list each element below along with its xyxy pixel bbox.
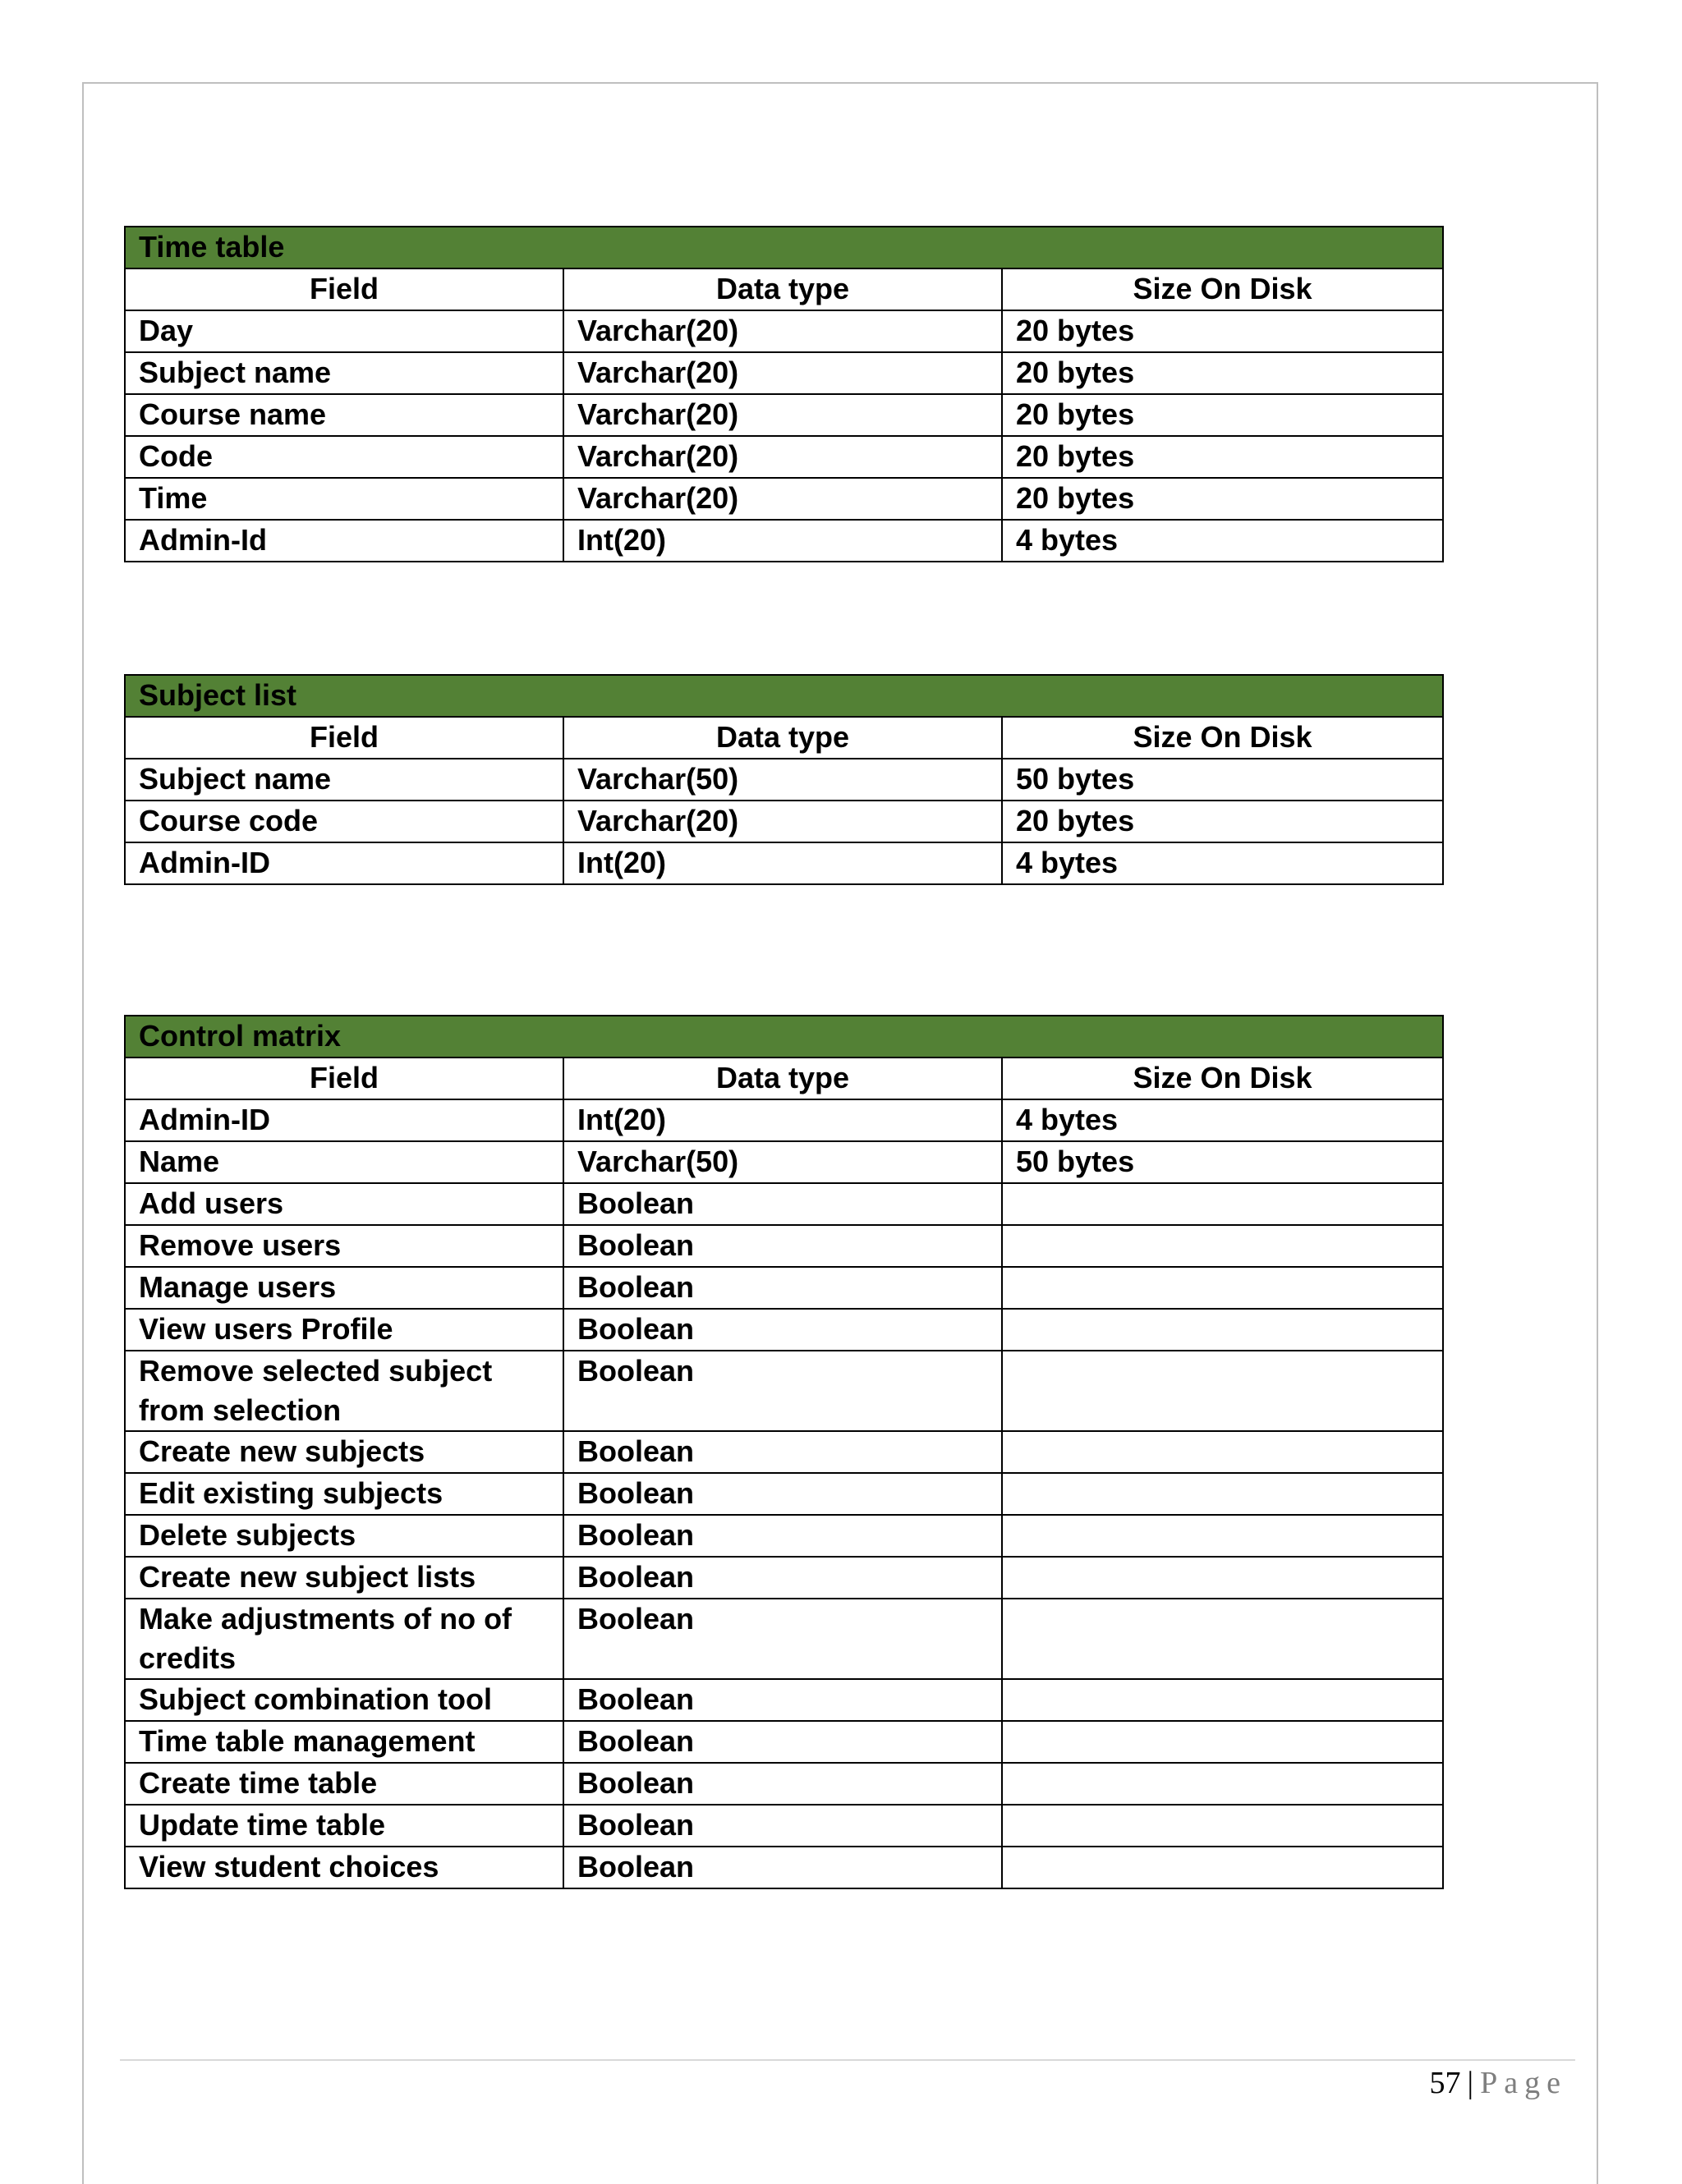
field-cell: Delete subjects bbox=[125, 1515, 563, 1557]
table-row bbox=[125, 1183, 1443, 1225]
table-row bbox=[125, 478, 1443, 520]
size-cell bbox=[1002, 1599, 1443, 1679]
field-cell: Subject name bbox=[125, 759, 563, 801]
table-row bbox=[125, 1847, 1443, 1888]
size-cell bbox=[1002, 1267, 1443, 1309]
page-separator: | bbox=[1467, 2066, 1474, 2100]
table-row bbox=[125, 1309, 1443, 1351]
size-cell: 20 bytes bbox=[1002, 436, 1443, 478]
table-row bbox=[125, 842, 1443, 884]
data-type-cell: Int(20) bbox=[563, 520, 1002, 562]
data-type-cell: Boolean bbox=[563, 1473, 1002, 1515]
field-cell: Subject combination tool bbox=[125, 1679, 563, 1721]
table-row bbox=[125, 1351, 1443, 1431]
table-row bbox=[125, 801, 1443, 842]
column-header: Field bbox=[125, 717, 563, 759]
column-header: Data type bbox=[563, 268, 1002, 310]
column-header: Size On Disk bbox=[1002, 1058, 1443, 1099]
column-header: Data type bbox=[563, 1058, 1002, 1099]
table-title: Subject list bbox=[125, 675, 1443, 717]
field-cell: Admin-Id bbox=[125, 520, 563, 562]
table-row bbox=[125, 1599, 1443, 1679]
size-cell bbox=[1002, 1473, 1443, 1515]
subject-list-schema bbox=[124, 674, 1444, 885]
data-type-cell: Boolean bbox=[563, 1225, 1002, 1267]
table-row bbox=[125, 1431, 1443, 1473]
size-cell: 4 bytes bbox=[1002, 1099, 1443, 1141]
data-type-cell: Boolean bbox=[563, 1515, 1002, 1557]
field-cell: Course code bbox=[125, 801, 563, 842]
field-cell: View student choices bbox=[125, 1847, 563, 1888]
data-type-cell: Boolean bbox=[563, 1309, 1002, 1351]
field-cell: Manage users bbox=[125, 1267, 563, 1309]
size-cell: 4 bytes bbox=[1002, 520, 1443, 562]
data-type-cell: Varchar(20) bbox=[563, 436, 1002, 478]
table-title-row bbox=[125, 1016, 1443, 1058]
size-cell: 4 bytes bbox=[1002, 842, 1443, 884]
data-type-cell: Varchar(20) bbox=[563, 352, 1002, 394]
size-cell bbox=[1002, 1183, 1443, 1225]
size-cell: 50 bytes bbox=[1002, 759, 1443, 801]
table-row bbox=[125, 1763, 1443, 1805]
table-title-row bbox=[125, 675, 1443, 717]
data-type-cell: Boolean bbox=[563, 1679, 1002, 1721]
data-type-cell: Boolean bbox=[563, 1847, 1002, 1888]
page-number: 57 bbox=[1429, 2066, 1461, 2100]
table-row bbox=[125, 352, 1443, 394]
data-type-cell: Varchar(20) bbox=[563, 801, 1002, 842]
footer-divider bbox=[120, 2059, 1575, 2061]
data-type-cell: Boolean bbox=[563, 1805, 1002, 1847]
field-cell: Code bbox=[125, 436, 563, 478]
data-type-cell: Boolean bbox=[563, 1431, 1002, 1473]
field-cell: Time table management bbox=[125, 1721, 563, 1763]
size-cell: 20 bytes bbox=[1002, 478, 1443, 520]
field-cell: Remove users bbox=[125, 1225, 563, 1267]
size-cell: 20 bytes bbox=[1002, 801, 1443, 842]
page-word: Page bbox=[1480, 2066, 1567, 2100]
size-cell: 20 bytes bbox=[1002, 394, 1443, 436]
field-cell: Edit existing subjects bbox=[125, 1473, 563, 1515]
size-cell bbox=[1002, 1763, 1443, 1805]
data-type-cell: Boolean bbox=[563, 1763, 1002, 1805]
field-cell: Add users bbox=[125, 1183, 563, 1225]
table-header-row bbox=[125, 1058, 1443, 1099]
table-row bbox=[125, 759, 1443, 801]
size-cell bbox=[1002, 1515, 1443, 1557]
data-type-cell: Int(20) bbox=[563, 842, 1002, 884]
page-number-footer bbox=[1430, 2065, 1567, 2101]
size-cell bbox=[1002, 1679, 1443, 1721]
table-header-row bbox=[125, 717, 1443, 759]
size-cell bbox=[1002, 1805, 1443, 1847]
field-cell: Day bbox=[125, 310, 563, 352]
table-row bbox=[125, 394, 1443, 436]
field-cell: Create time table bbox=[125, 1763, 563, 1805]
table-row bbox=[125, 520, 1443, 562]
size-cell bbox=[1002, 1431, 1443, 1473]
column-header: Field bbox=[125, 1058, 563, 1099]
table-row bbox=[125, 1721, 1443, 1763]
field-cell: Time bbox=[125, 478, 563, 520]
field-cell: Create new subject lists bbox=[125, 1557, 563, 1599]
field-cell: Admin-ID bbox=[125, 1099, 563, 1141]
table-row bbox=[125, 436, 1443, 478]
control-matrix-schema bbox=[124, 1015, 1444, 1889]
size-cell bbox=[1002, 1721, 1443, 1763]
field-cell: Course name bbox=[125, 394, 563, 436]
column-header: Field bbox=[125, 268, 563, 310]
column-header: Size On Disk bbox=[1002, 717, 1443, 759]
table-row bbox=[125, 1473, 1443, 1515]
data-type-cell: Boolean bbox=[563, 1267, 1002, 1309]
size-cell: 20 bytes bbox=[1002, 310, 1443, 352]
data-type-cell: Boolean bbox=[563, 1557, 1002, 1599]
time-table-schema bbox=[124, 226, 1444, 562]
field-cell: Name bbox=[125, 1141, 563, 1183]
table-row bbox=[125, 1679, 1443, 1721]
data-type-cell: Varchar(20) bbox=[563, 310, 1002, 352]
data-type-cell: Boolean bbox=[563, 1721, 1002, 1763]
table-row bbox=[125, 1515, 1443, 1557]
table-title: Control matrix bbox=[125, 1016, 1443, 1058]
table-title-row bbox=[125, 227, 1443, 268]
size-cell bbox=[1002, 1309, 1443, 1351]
table-row bbox=[125, 1267, 1443, 1309]
data-type-cell: Varchar(50) bbox=[563, 759, 1002, 801]
size-cell bbox=[1002, 1847, 1443, 1888]
column-header: Data type bbox=[563, 717, 1002, 759]
field-cell: Subject name bbox=[125, 352, 563, 394]
data-type-cell: Boolean bbox=[563, 1599, 1002, 1679]
data-type-cell: Int(20) bbox=[563, 1099, 1002, 1141]
size-cell bbox=[1002, 1557, 1443, 1599]
data-type-cell: Boolean bbox=[563, 1351, 1002, 1431]
table-row bbox=[125, 1141, 1443, 1183]
data-type-cell: Varchar(20) bbox=[563, 478, 1002, 520]
table-row bbox=[125, 310, 1443, 352]
field-cell: Admin-ID bbox=[125, 842, 563, 884]
table-row bbox=[125, 1805, 1443, 1847]
field-cell: Create new subjects bbox=[125, 1431, 563, 1473]
field-cell: View users Profile bbox=[125, 1309, 563, 1351]
size-cell: 50 bytes bbox=[1002, 1141, 1443, 1183]
field-cell: Remove selected subject from selection bbox=[125, 1351, 563, 1431]
column-header: Size On Disk bbox=[1002, 268, 1443, 310]
table-header-row bbox=[125, 268, 1443, 310]
field-cell: Update time table bbox=[125, 1805, 563, 1847]
table-row bbox=[125, 1225, 1443, 1267]
data-type-cell: Varchar(20) bbox=[563, 394, 1002, 436]
size-cell bbox=[1002, 1351, 1443, 1431]
data-type-cell: Varchar(50) bbox=[563, 1141, 1002, 1183]
size-cell: 20 bytes bbox=[1002, 352, 1443, 394]
field-cell: Make adjustments of no of credits bbox=[125, 1599, 563, 1679]
table-title: Time table bbox=[125, 227, 1443, 268]
table-row bbox=[125, 1557, 1443, 1599]
table-row bbox=[125, 1099, 1443, 1141]
size-cell bbox=[1002, 1225, 1443, 1267]
data-type-cell: Boolean bbox=[563, 1183, 1002, 1225]
